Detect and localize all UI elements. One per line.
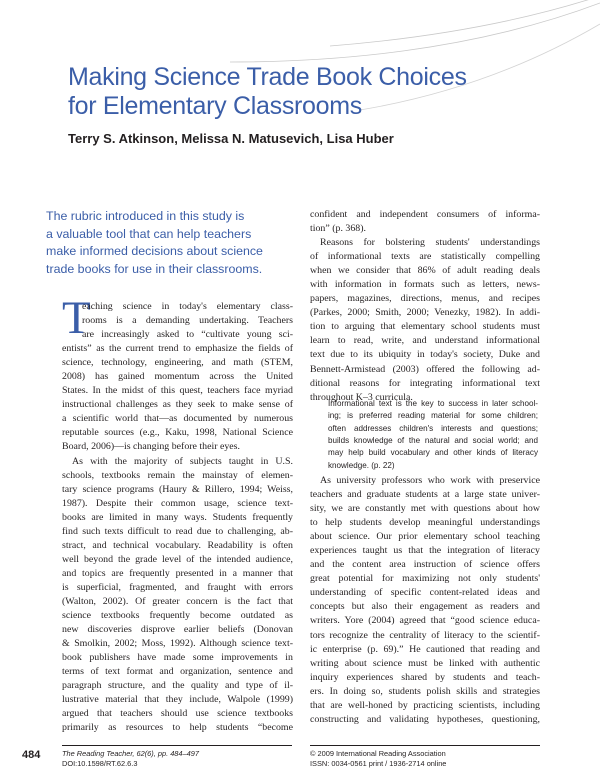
pull-quote-line: The rubric introduced in this study is: [46, 209, 245, 223]
body-line: sity, we are constantly met with questions about how: [310, 503, 540, 515]
body-line: of informational texts are statistically compelling: [310, 251, 540, 263]
body-line: learn to read, write, and understand informational: [310, 335, 540, 347]
body-line: about science. Our prior elementary school teaching: [310, 531, 540, 543]
block-quote-line: builds knowledge of the natural and social world; and: [328, 436, 538, 446]
body-line: terms of text format and organization, sentence and: [62, 666, 293, 678]
article-authors: Terry S. Atkinson, Melissa N. Matusevich, Lisa Huber: [68, 131, 394, 146]
body-line: 2008) has gained momentum across the United: [62, 371, 293, 383]
body-line: understanding of specific content-related ideas and: [310, 587, 540, 599]
issn: ISSN: 0034-0561 print / 1936-2714 online: [310, 758, 447, 768]
footer-citation: [62, 749, 199, 768]
drop-cap: T: [62, 292, 91, 344]
doi: DOI:10.1598/RT.62.6.3: [62, 758, 138, 768]
body-line: science textbooks frequently become outdated as: [62, 610, 293, 622]
decorative-curve-2: [330, 0, 600, 46]
body-line: teachers and graduate students at a large state univer-: [310, 489, 540, 501]
left-text-column: [62, 292, 293, 735]
footer-rule-left: [62, 745, 292, 746]
right-text-column-continued: [310, 474, 540, 727]
body-line: that are well-honed by practicing scientists, including: [310, 699, 540, 711]
body-line: Reasons for bolstering students' understandings: [320, 237, 540, 249]
body-line: argued that teachers should use science textbooks: [62, 708, 293, 720]
body-line: with information in formats such as letters, news-: [310, 279, 540, 291]
journal-citation: The Reading Teacher, 62(6), pp. 484–497: [62, 749, 199, 758]
body-line: papers, magazines, directions, menus, and recipes: [310, 293, 540, 305]
body-line: a scientific world that—as documented by numerous: [62, 413, 293, 425]
block-quote: [328, 398, 538, 472]
pull-quote-line: trade books for use in their classrooms.: [46, 261, 263, 276]
body-line: States. In the midst of this quest, teachers face myriad: [62, 385, 293, 397]
footer-rule-right: [310, 745, 540, 746]
body-line: tion to arguing that elementary school students must: [310, 321, 540, 333]
body-line: is superficial, fragmented, and fraught with errors: [62, 581, 293, 593]
body-line: 1987). Despite their common usage, science text-: [62, 497, 293, 509]
page-number: 484: [22, 749, 41, 761]
body-line: inquiry experiences shared by students and teach-: [310, 671, 540, 683]
body-line: Board, 2006)—is changing before their eyes.: [62, 441, 240, 453]
body-line: writers. Yore (2004) agreed that “good science educa-: [310, 615, 540, 627]
right-text-column: [310, 208, 540, 405]
body-line: reputable sources (e.g., Kaku, 1998, National Science: [62, 427, 293, 439]
body-line: (Parkes, 2000; Smith, 2000; Venezky, 1982). In addi-: [310, 307, 540, 319]
body-line: when we consider that 86% of adult reading deals: [310, 265, 540, 277]
body-line: tion” (p. 368).: [310, 223, 366, 235]
body-line: & Smolkin, 2002; Moss, 1992). Although science text-: [62, 638, 293, 650]
block-quote-line: ing; is preferred reading material for some children;: [328, 411, 538, 421]
footer-copyright: [310, 749, 446, 768]
body-line: are increasingly asked to “cultivate young sci-: [82, 329, 293, 341]
body-line: ditional reasons for integrating informational text: [310, 377, 540, 389]
body-line: and topics are frequently presented in a manner that: [62, 567, 293, 579]
body-line: books are limited in many ways. Students frequently: [62, 511, 293, 523]
title-line: for Elementary Classrooms: [68, 92, 362, 120]
block-quote-line: may help build vocabulary and other kinds of literacy: [328, 448, 538, 458]
block-quote-line: knowledge. (p. 22): [328, 460, 395, 470]
pull-quote-line: make informed decisions about science: [46, 244, 263, 258]
body-line: instructional challenges as they seek to make sense of: [62, 399, 293, 411]
body-line: well beyond the grade level of the intended audience,: [62, 553, 293, 565]
body-line: new discoveries disprove earlier beliefs (Donovan: [62, 624, 293, 636]
body-line: throughout K–3 curricula.: [310, 391, 413, 403]
body-line: As university professors who work with preservice: [320, 475, 540, 486]
pull-quote-line: a valuable tool that can help teachers: [46, 226, 252, 241]
body-line: paragraph structure, and the quality and type of il-: [62, 680, 293, 692]
body-line: experiences taught us that the integration of literacy: [310, 545, 540, 557]
body-line: schools, textbooks remain the mainstay of elemen-: [62, 469, 293, 481]
copyright: © 2009 International Reading Association: [310, 749, 446, 758]
body-line: constructing and validating hypotheses, questioning,: [310, 713, 540, 725]
body-line: science, technology, engineering, and math (STEM,: [62, 357, 293, 369]
body-line: find such texts difficult to read due to challenging, ab-: [62, 525, 293, 537]
body-line: stract, and technical vocabulary. Readability is often: [62, 539, 293, 551]
body-line: eaching science in today's elementary class-: [82, 301, 293, 312]
body-line: rooms is a demanding undertaking. Teachers: [82, 315, 293, 327]
body-line: and the content area instruction of science offers: [310, 559, 540, 571]
body-line: ers. In doing so, students polish skills and strategies: [310, 685, 540, 697]
body-line: to help students develop meaningful understandings: [310, 517, 540, 529]
body-line: writing about science must be linked with authentic: [310, 657, 540, 669]
body-line: text due to its ubiquity in today's society, Duke and: [310, 349, 540, 361]
body-line: (Walton, 2002). Of greater concern is the fact that: [62, 595, 293, 607]
body-line: concepts but also their engagement as readers and: [310, 601, 540, 613]
body-line: primarily as resources to help students “become: [62, 722, 293, 734]
body-line: ic enterprise (p. 69).” He cautioned that reading and: [310, 643, 540, 655]
body-line: entists” as the current trend to emphasize the fields of: [62, 343, 293, 355]
article-title: [68, 63, 548, 121]
body-line: Bennett-Armistead (2003) offered the following ad-: [310, 363, 540, 375]
body-line: lustrative material that they include, Walpole (1999): [62, 694, 293, 706]
body-line: confident and independent consumers of informa-: [310, 209, 540, 220]
pull-quote: [46, 208, 291, 278]
body-line: tary science programs (Haury & Rillero, 1994; Weiss,: [62, 483, 293, 495]
body-line: book publishers have made some improvements in: [62, 652, 293, 664]
block-quote-line: Informational text is the key to success in later school-: [328, 399, 538, 408]
title-line: Making Science Trade Book Choices: [68, 63, 467, 91]
body-line: tors recognize the centrality of literacy to the scientif-: [310, 629, 540, 641]
body-line: great potential for maximizing not only students': [310, 573, 540, 585]
block-quote-line: often addresses children's interests and questions;: [328, 423, 538, 433]
body-line: As with the majority of subjects taught in U.S.: [72, 455, 293, 467]
